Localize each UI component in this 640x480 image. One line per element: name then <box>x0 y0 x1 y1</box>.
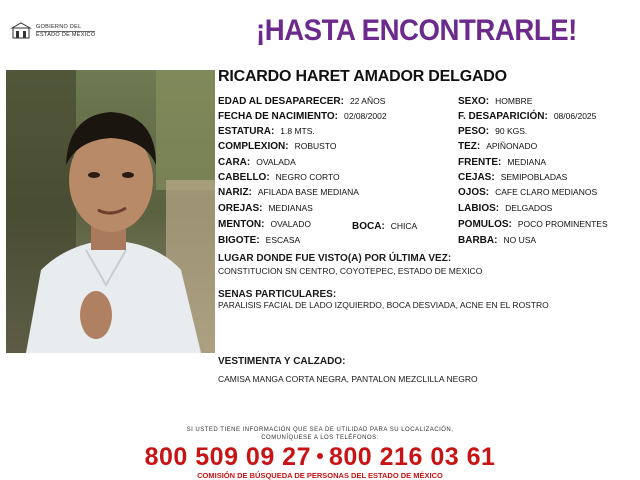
field-pomulos <box>458 219 608 230</box>
field-bigote-value: ESCASA <box>265 235 301 245</box>
field-bigote-label: BIGOTE: <box>218 235 260 246</box>
field-edad <box>218 96 385 107</box>
headline: ¡HASTA ENCONTRARLE! <box>256 14 577 47</box>
field-ojos-value: CAFE CLARO MEDIANOS <box>495 187 598 197</box>
field-cara-value: OVALADA <box>256 157 296 167</box>
field-barba-label: BARBA: <box>458 235 498 246</box>
field-pomulos-label: POMULOS: <box>458 219 512 230</box>
field-boca <box>352 221 417 232</box>
field-cejas-label: CEJAS: <box>458 172 495 183</box>
field-labios <box>458 203 552 214</box>
commission-name: COMISIÓN DE BÚSQUEDA DE PERSONAS DEL ESTADO DE MÉXICO <box>197 471 443 480</box>
last-seen-title: LUGAR DONDE FUE VISTO(A) POR ÚLTIMA VEZ: <box>218 253 452 264</box>
field-nariz-label: NARIZ: <box>218 187 252 198</box>
field-ojos-label: OJOS: <box>458 187 490 198</box>
contact-note-line-1: SI USTED TIENE INFORMACIÓN QUE SEA DE UTILIDAD PARA SU LOCALIZACIÓN, <box>186 427 454 433</box>
contact-note <box>0 426 640 442</box>
field-sexo-value: HOMBRE <box>495 96 533 106</box>
field-complexion-label: COMPLEXION: <box>218 141 289 152</box>
person-name: RICARDO HARET AMADOR DELGADO <box>218 68 507 85</box>
field-tez-value: APIÑONADO <box>486 141 538 151</box>
field-nariz <box>218 187 359 198</box>
clothing-title: VESTIMENTA Y CALZADO: <box>218 356 346 367</box>
field-sexo <box>458 96 532 107</box>
field-estatura-value: 1.8 MTS. <box>280 126 315 136</box>
field-cejas <box>458 172 567 183</box>
field-fnac-value: 02/08/2002 <box>344 111 387 121</box>
field-orejas-label: OREJAS: <box>218 203 263 214</box>
field-fnac-label: FECHA DE NACIMIENTO: <box>218 111 338 122</box>
field-cabello <box>218 172 340 183</box>
field-complexion-value: ROBUSTO <box>294 141 337 151</box>
field-peso-value: 90 KGS. <box>495 126 528 136</box>
field-ojos <box>458 187 597 198</box>
field-menton-label: MENTON: <box>218 219 265 230</box>
state-coat-of-arms-icon <box>10 22 32 40</box>
field-estatura <box>218 126 315 137</box>
phone-number-1[interactable]: 800 509 09 27 <box>144 443 311 471</box>
missing-person-photo <box>6 70 215 353</box>
field-cabello-label: CABELLO: <box>218 172 270 183</box>
field-edad-value: 22 AÑOS <box>349 96 386 106</box>
particular-marks-title: SENAS PARTICULARES: <box>218 289 337 300</box>
field-barba <box>458 235 536 246</box>
field-frente-value: MEDIANA <box>507 157 547 167</box>
phone-numbers <box>0 443 640 472</box>
field-tez <box>458 141 537 152</box>
field-fecha-desaparicion <box>458 111 596 122</box>
field-tez-label: TEZ: <box>458 141 481 152</box>
contact-note-line-2: COMUNÍQUESE A LOS TELÉFONOS: <box>261 435 379 441</box>
field-edad-label: EDAD AL DESAPARECER: <box>218 96 344 107</box>
logo-line-2: ESTADO DE MÉXICO <box>36 31 96 38</box>
field-cabello-value: NEGRO CORTO <box>275 172 340 182</box>
phone-number-2[interactable]: 800 216 03 61 <box>329 443 496 471</box>
field-boca-value: CHICA <box>390 221 418 231</box>
field-barba-value: NO USA <box>503 235 537 245</box>
field-bigote <box>218 235 300 246</box>
government-logo <box>10 22 95 40</box>
particular-marks-text: PARALISIS FACIAL DE LADO IZQUIERDO, BOCA DESVIADA, ACNE EN EL ROSTRO <box>218 300 549 310</box>
field-menton <box>218 219 311 230</box>
separator-dot-icon <box>317 453 323 459</box>
last-seen-text: CONSTITUCION SN CENTRO, COYOTEPEC, ESTADO DE MEXICO <box>218 266 483 276</box>
field-nariz-value: AFILADA BASE MEDIANA <box>257 187 359 197</box>
field-menton-value: OVALADO <box>270 219 311 229</box>
field-orejas-value: MEDIANAS <box>268 203 313 213</box>
field-complexion <box>218 141 336 152</box>
field-fdes-label: F. DESAPARICIÓN: <box>458 111 548 122</box>
field-orejas <box>218 203 313 214</box>
field-frente <box>458 157 546 168</box>
field-frente-label: FRENTE: <box>458 157 502 168</box>
field-fdes-value: 08/06/2025 <box>553 111 597 121</box>
field-cara-label: CARA: <box>218 157 251 168</box>
logo-text <box>36 24 95 39</box>
field-cejas-value: SEMIPOBLADAS <box>500 172 568 182</box>
field-labios-value: DELGADOS <box>505 203 553 213</box>
logo-line-1: GOBIERNO DEL <box>36 24 95 32</box>
field-sexo-label: SEXO: <box>458 96 490 107</box>
field-labios-label: LABIOS: <box>458 203 500 214</box>
field-peso-label: PESO: <box>458 126 490 137</box>
field-peso <box>458 126 527 137</box>
field-estatura-label: ESTATURA: <box>218 126 275 137</box>
field-cara <box>218 157 296 168</box>
field-fecha-nacimiento <box>218 111 387 122</box>
field-boca-label: BOCA: <box>352 221 385 232</box>
field-pomulos-value: POCO PROMINENTES <box>517 219 608 229</box>
clothing-text: CAMISA MANGA CORTA NEGRA, PANTALON MEZCLILLA NEGRO <box>218 374 478 384</box>
